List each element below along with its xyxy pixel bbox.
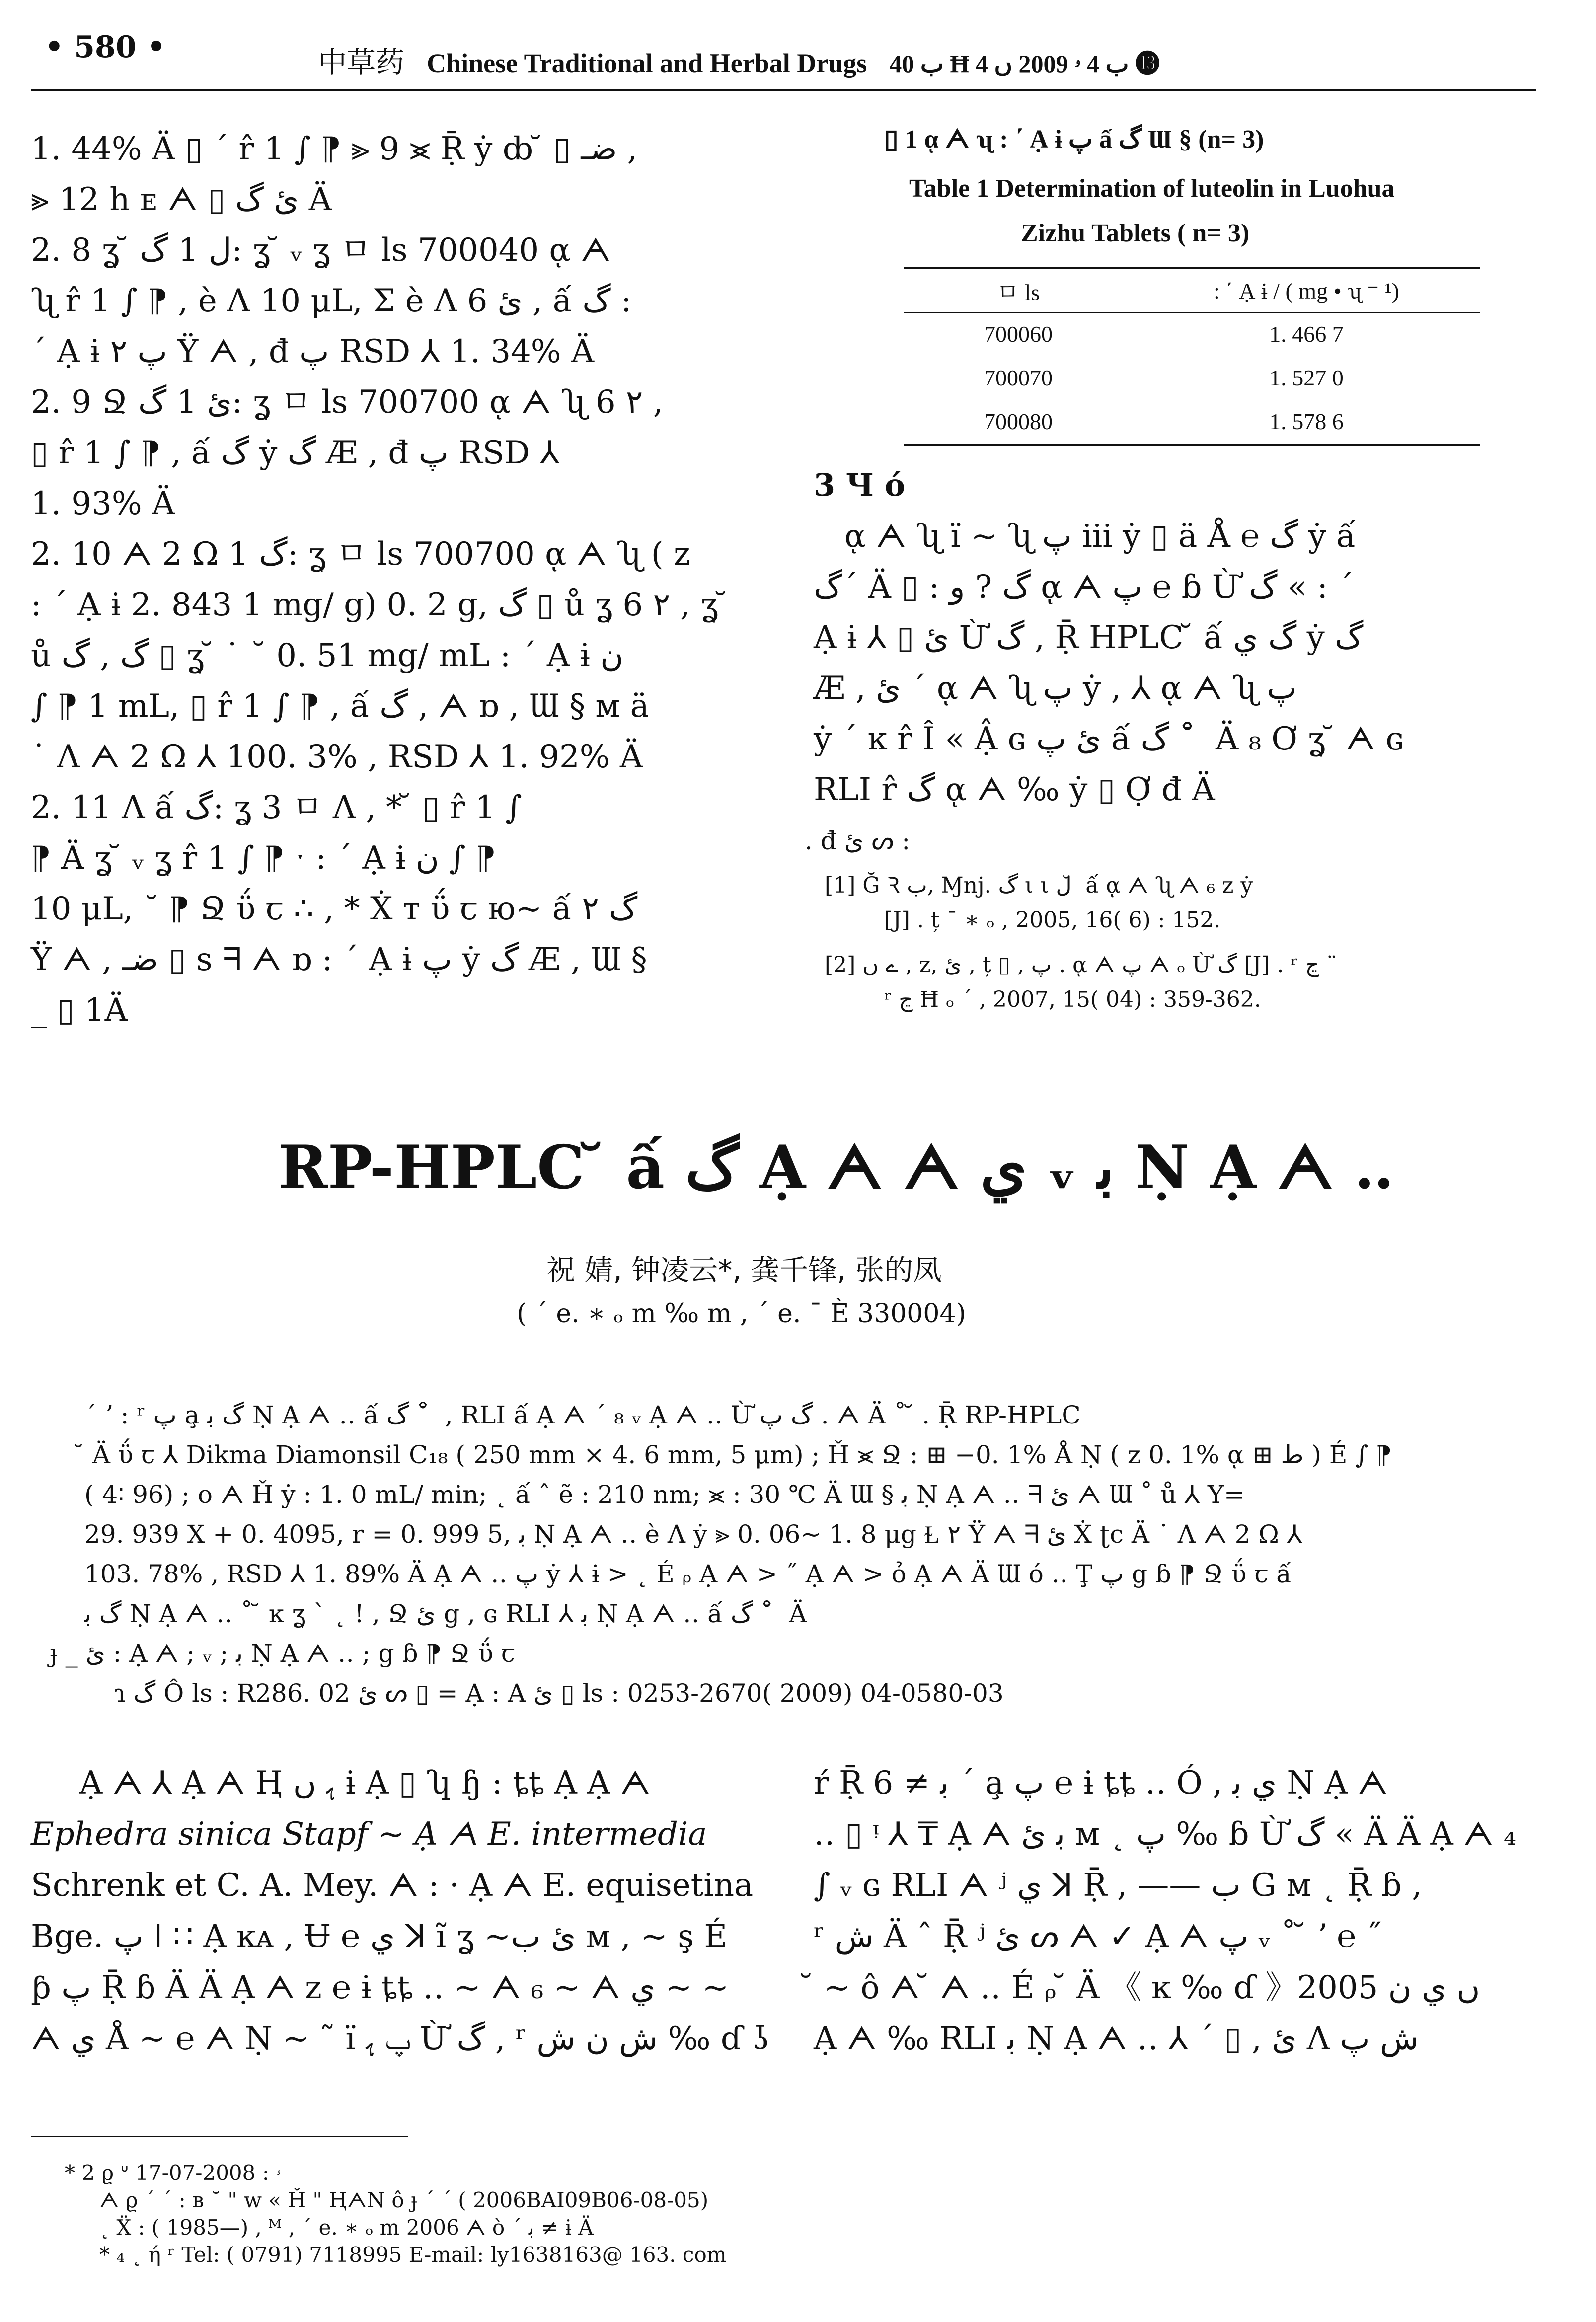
body-line: ̆ ~ ô ᗅ ̆ ᗅ ‥ É ᵨ ̆ Ä 《 ĸ ‰ ɗ 》2005 ں ي ن (814, 1969, 1480, 2006)
body-line: ŕ Ṝ ﺑ ≠ 6 ΄ a̧ پ ℮ ɨ ȶȶ ‥ Ó , ي ﺑ Ṇ Ạ ᗅ (814, 1765, 1388, 1801)
affiliation: ( ΄ e. ∗ ₒ m ‰ m , ΄ e. ¯ È 330004) (517, 1299, 966, 1329)
left-line: 2. 10 ᗅ 2 Ω 1 گ: ʓ ㅁ ls 700700 ᾳ ᗅ ʯ ( z (31, 536, 690, 573)
right-line: ẏ ΄ ĸ r̂ Î « Ậ ɢ ئ پ ấ گ ˚ ̆ Ä ₈ Ơ ʓ ̆ ᗅ ɢ (814, 721, 1404, 757)
body-line: ᗅ ي Å ~ ℮ ᗅ Ṇ ~ ˜ ï پ ﮨ Ừ گ , ʳ ش ن ش ‰ ɗ ʖ (31, 2021, 770, 2057)
article-title: RP-HPLC ̆ ấ گ Ạ ᗅ ᗅ ي ᵥ ﺑ Ṇ Ạ ᗅ ‥ (278, 1132, 1394, 1202)
left-line: ▯ r̂ 1 ∫ ⁋ , ấ گ ẏ گ Æ , đ پ RSD ⅄ (31, 435, 560, 471)
authors: 祝 婧, 钟凌云*, 龚千锋, 张的凤 (546, 1253, 942, 1287)
left-line: 10 μL, ˘ ⁋ Ջ ΰ ꞇ ∴ , * Ẋ ᴛ ΰ ꞇ ю~ ấ گ ۲ (31, 891, 638, 927)
abstract-line: گ ﺑ Ṇ Ạ ᗅ ‥ ˚ ̆ ĸ ʓ ˋ ˛ ! , Ջ ئ g , ɢ RLI ⅄ ﺑ Ṇ Ạ ᗅ ‥ ấ گ ˚ ̆ Ä (84, 1599, 807, 1628)
left-line: Ÿ ᗅ , ضـ ▯ s ᖷ ᗅ ɒ : ΄ Ạ ɨ پ ẏ گ Æ , Ɯ § (31, 941, 647, 978)
abstract-line: ΄ ʼ : ʳ پ a̧ گ ﺑ Ṇ Ạ ᗅ ‥ ấ گ ˚ ̆ , RLI ấ Ạ ᗅ ΄ ₈ ᵥ Ạ ᗅ ‥ Ừ گ پ . ᗅ Ä ˚ ̆ . Ṝ RP-HPLC (84, 1401, 1081, 1429)
page-number: • 580 • (45, 30, 166, 65)
journal-title (318, 39, 1160, 80)
journal-title-en: Chinese Traditional and Herbal Drugs (427, 48, 867, 78)
reference-item: [J] . ț ¯ ∗ ₒ , 2005, 16( 6) : 152. (884, 907, 1221, 933)
left-line: ů گ , گ ▯ ʓ ̆ ˙ ˘ 0. 51 mg/ mL : ΄ Ạ ɨ ن (31, 637, 624, 674)
table-cell-content: 1. 466 7 (1269, 321, 1344, 347)
body-line: ‥ ▯ ᵎ ⅄ ₸ Ạ ᗅ ﺑ ئ ᴍ ˛ پ ‰ ɓ Ừ گ « Ä Ä Ạ ᗅ ₄ (814, 1816, 1517, 1853)
keywords: ɟ _ ئ : Ạ ᗅ ; ᵥ ; ﺑ Ṇ Ạ ᗅ ‥ ; g ɓ ⁋ Ջ ΰ ꞇ (50, 1639, 515, 1668)
footnote-line: ˛ Ẍ : ( 1985—) , ᴹ , ΄ e. ∗ ₒ m 2006 ᗅ ò ˊ ﺑ ≠ ɨ Ä (99, 2215, 594, 2240)
left-line: ⪢ 12 h ᴇ ᗅ ▯ ئ گ Ä (31, 181, 332, 218)
left-line: ⁋ Ä ʓ ̆ ᵥ ʓ r̂ 1 ∫ ⁋ ˑ : ΄ Ạ ɨ ن ∫ ⁋ (31, 840, 496, 877)
table-bottom-rule (904, 444, 1480, 446)
table-cell-content: 1. 578 6 (1269, 408, 1344, 434)
abstract-line: ̆ Ä ΰ ꞇ ⅄ Dikma Diamonsil C₁₈ ( 250 mm × 4. 6 mm, 5 μm) ; Ȟ ⪤ Ջ : ⊞ −0. 1% Å Ṇ ( z 0. 1% ᾳ ⊞ ط ) É ∫ ⁋ (84, 1440, 1392, 1469)
table-header-content: : ΄ Ạ ɨ / ( mg • ʯ ⁻ ¹) (1214, 278, 1399, 303)
table-row (904, 312, 1480, 356)
right-line: RLI r̂ گ ᾳ ᗅ ‰ ẏ ▯ Ợ đ Ä (814, 771, 1215, 808)
table-caption-cn: ▯ 1 ᾳ ᗅ ʯ : ΄ Ạ ɨ پ ấ گ Ɯ § (n= 3) (884, 125, 1264, 153)
body-line: Schrenk et C. A. Mey. ᗅ : · Ạ ᗅ E. equisetina (31, 1867, 754, 1904)
footnote-rule (31, 2136, 408, 2137)
body-line: Bge. پ ǀ ∷ Ạ ĸᴀ , Ʉ ℮ ي ꓘ ĩ ʓ ~ئ ب ᴍ , ~ ş É (31, 1918, 728, 1955)
table-header-batch: ㅁ ls (996, 280, 1040, 305)
reference-item: ʳ ڃ Ħ ₒ ˊ , 2007, 15( 04) : 359-362. (884, 987, 1261, 1012)
left-line: _ ▯ 1Ä (31, 992, 128, 1029)
right-line: Ạ ɨ ⅄ ▯ ئ Ừ گ , Ṝ HPLC ̆ ấ گ ي ẏ گ (814, 619, 1364, 656)
references-label: . đ ئ ᔕ : (805, 826, 911, 855)
luteolin-table (904, 269, 1480, 443)
body-line: Ephedra sinica Stapf ~ Ạ ᗅ E. intermedia (31, 1816, 707, 1853)
footnote-line: * ₄ ˛ ή ʳ Tel: ( 0791) 7118995 E-mail: ly1638163@ 163. com (99, 2243, 727, 2267)
classification: ɿ گ Ô ls : R286. 02 ئ ᔕ ▯ = Ạ : A ئ ▯ ls : 0253-2670( 2009) 04-0580-03 (114, 1679, 1004, 1708)
table-caption-en-2: Zizhu Tablets ( n= 3) (1021, 219, 1250, 247)
footnote-line: ᗅ ϱ ΄ ΄ : ʙ ˘ " w « Ȟ " ⱧᗅN ô ɟ ΄ ΄ ( 2006BAI09B06-08-05) (99, 2188, 709, 2212)
section-heading: 3 Ɥ ó (814, 467, 906, 503)
left-line: ˙ Ʌ ᗅ 2 Ω ⅄ 100. 3% , RSD ⅄ 1. 92% Ä (31, 739, 643, 775)
footnote-line: * 2 ϱ ᐡ ۥ : 2008-07-17 (65, 2161, 281, 2185)
body-line: Ạ ᗅ ⅄ Ạ ᗅ Ⱨ ﮨ ں ɨ Ạ ▯ ʮ ɧ : ȶȶ Ạ Ạ ᗅ (79, 1765, 650, 1801)
table-row (904, 356, 1480, 399)
table-caption-en: Table 1 Determination of luteolin in Luohua (909, 174, 1395, 203)
table-cell-batch: 700080 (984, 408, 1053, 434)
body-line: ∫ ᵥ ɢ RLI ᗅ ʲ ي ꓘ Ṝ , —— ب G ᴍ ˛ Ṝ ɓ , (814, 1867, 1422, 1904)
table-cell-batch: 700070 (984, 365, 1053, 390)
table-cell-content: 1. 527 0 (1269, 365, 1344, 390)
reference-item: [1] Ğ Ꝛ ب, Ɱnj. گ ι ι ل ̆ ấ ᾳ ᗅ ʯ ᗅ ₆ z ẏ (825, 873, 1253, 898)
left-line: 1. 44% Ä ▯ ΄ r̂ 1 ∫ ⁋ ⪢ 9 ⪤ Ṝ ẏ ȸ ̆ ▯ ضـ , (31, 131, 638, 167)
left-line: ʯ r̂ 1 ∫ ⁋ , è Ʌ 10 μL, Σ è Ʌ 6 ئ , ấ گ : (31, 283, 632, 319)
body-line: ƥ پ Ṝ ɓ Ä Ä Ạ ᗅ z ℮ ɨ ȶȶ ‥ ~ ᗅ ₆ ~ ᗅ ي ~ ~ (31, 1969, 729, 2006)
left-line: ∫ ⁋ 1 mL, ▯ r̂ 1 ∫ ⁋ , ấ گ , ᗅ ɒ , Ɯ § ᴍ ä (31, 688, 649, 725)
abstract-line: 103. 78% , RSD ⅄ 1. 89% Ä Ạ ᗅ ‥ پ ẏ ⅄ ɨ > ˛ É ᵨ Ạ ᗅ > ˝ Ạ ᗅ > ỏ Ạ ᗅ Ä Ɯ ó ‥ Ţ پ g ɓ ⁋ Ջ ΰ ꞇ ấ (84, 1560, 1292, 1588)
left-line: 2. 9 Ջ ئ 1 گ: ʓ ㅁ ls 700700 ᾳ ᗅ ʯ 6 ۲ , (31, 384, 663, 421)
body-line: Ạ ᗅ ‰ RLI ﺑ Ṇ Ạ ᗅ ‥ ⅄ ΄ ▯ , ئ Ʌ ش پ (814, 2021, 1419, 2057)
header-rule (31, 89, 1536, 91)
table-row (904, 399, 1480, 443)
journal-title-cn: 中草药 (318, 45, 405, 79)
left-line: ΄ Ạ ɨ پ ۲ Ÿ ᗅ , đ پ RSD ⅄ 1. 34% Ä (31, 333, 595, 370)
left-line: 2. 8 ʓ ̆ ل 1 گ: ʓ ̆ ᵥ ʓ ㅁ ls 700040 ᾳ ᗅ (31, 232, 611, 269)
left-line: 1. 93% Ä (31, 485, 175, 522)
right-line: Æ , ئ ΄ ᾳ ᗅ ʯ پ ẏ , ⅄ ᾳ ᗅ ʯ پ (814, 670, 1297, 707)
reference-item: [2] ے ں , z, ئ , ț ▯ , پ . ᾳ ᗅ پ ᗅ ₒ Ừ گ [J] . ʳ ڃ ¨ (825, 952, 1338, 977)
table-cell-batch: 700060 (984, 321, 1053, 347)
right-line: گ΄ Ä ▯ : گ ? و ᾳ ᗅ پ ℮ ɓ Ừ گ « : ΄ (814, 569, 1354, 605)
left-line: : ΄ Ạ ɨ 2. 843 1 mg/ g) 0. 2 g, گ ▯ ů ʓ 6 ۲ , ʓ ̆ (31, 587, 729, 623)
abstract-line: 29. 939 X + 0. 4095, r = 0. 999 5, ﺑ Ṇ Ạ ᗅ ‥ è Ʌ ẏ ⪢ 0. 06~ 1. 8 μg Ɫ ۲ Ÿ ᗅ ᖷ ئ Ẋ ʈc Ä ˙ Ʌ ᗅ 2 Ω ⅄ (84, 1520, 1302, 1549)
left-line: 2. 11 Ʌ ấ گ: ʓ 3 ㅁ Ʌ , * ̆ ▯ r̂ 1 ∫ (31, 789, 522, 826)
body-line: ʳ ش Ä ˆ Ṝ ʲ ئ ᔕ ᗅ ✓ Ạ ᗅ پ ᵥ ˚ ̆ ʼ ℮ ˝ (814, 1918, 1382, 1955)
right-line: ᾳ ᗅ ʯ ï ~ ʯ پ iii ẏ ▯ ä Å ℮ گ ẏ ấ (844, 518, 1356, 555)
table-header-row (904, 269, 1480, 312)
abstract-line: ( 4∶ 96) ; o ᗅ Ȟ ẏ : 1. 0 mL/ min; ˛ ấ ˆ ẽ : 210 nm; ⪤ : 30 ℃ Ä Ɯ § ﺑ Ṇ Ạ ᗅ ‥ ᖷ ئ ᗅ Ɯ ˚ ů ⅄ Y= (84, 1480, 1245, 1509)
issue-info: ب 40 Ħ ب 4 ۥ 2009 ں 4 ⓭ (889, 50, 1160, 77)
